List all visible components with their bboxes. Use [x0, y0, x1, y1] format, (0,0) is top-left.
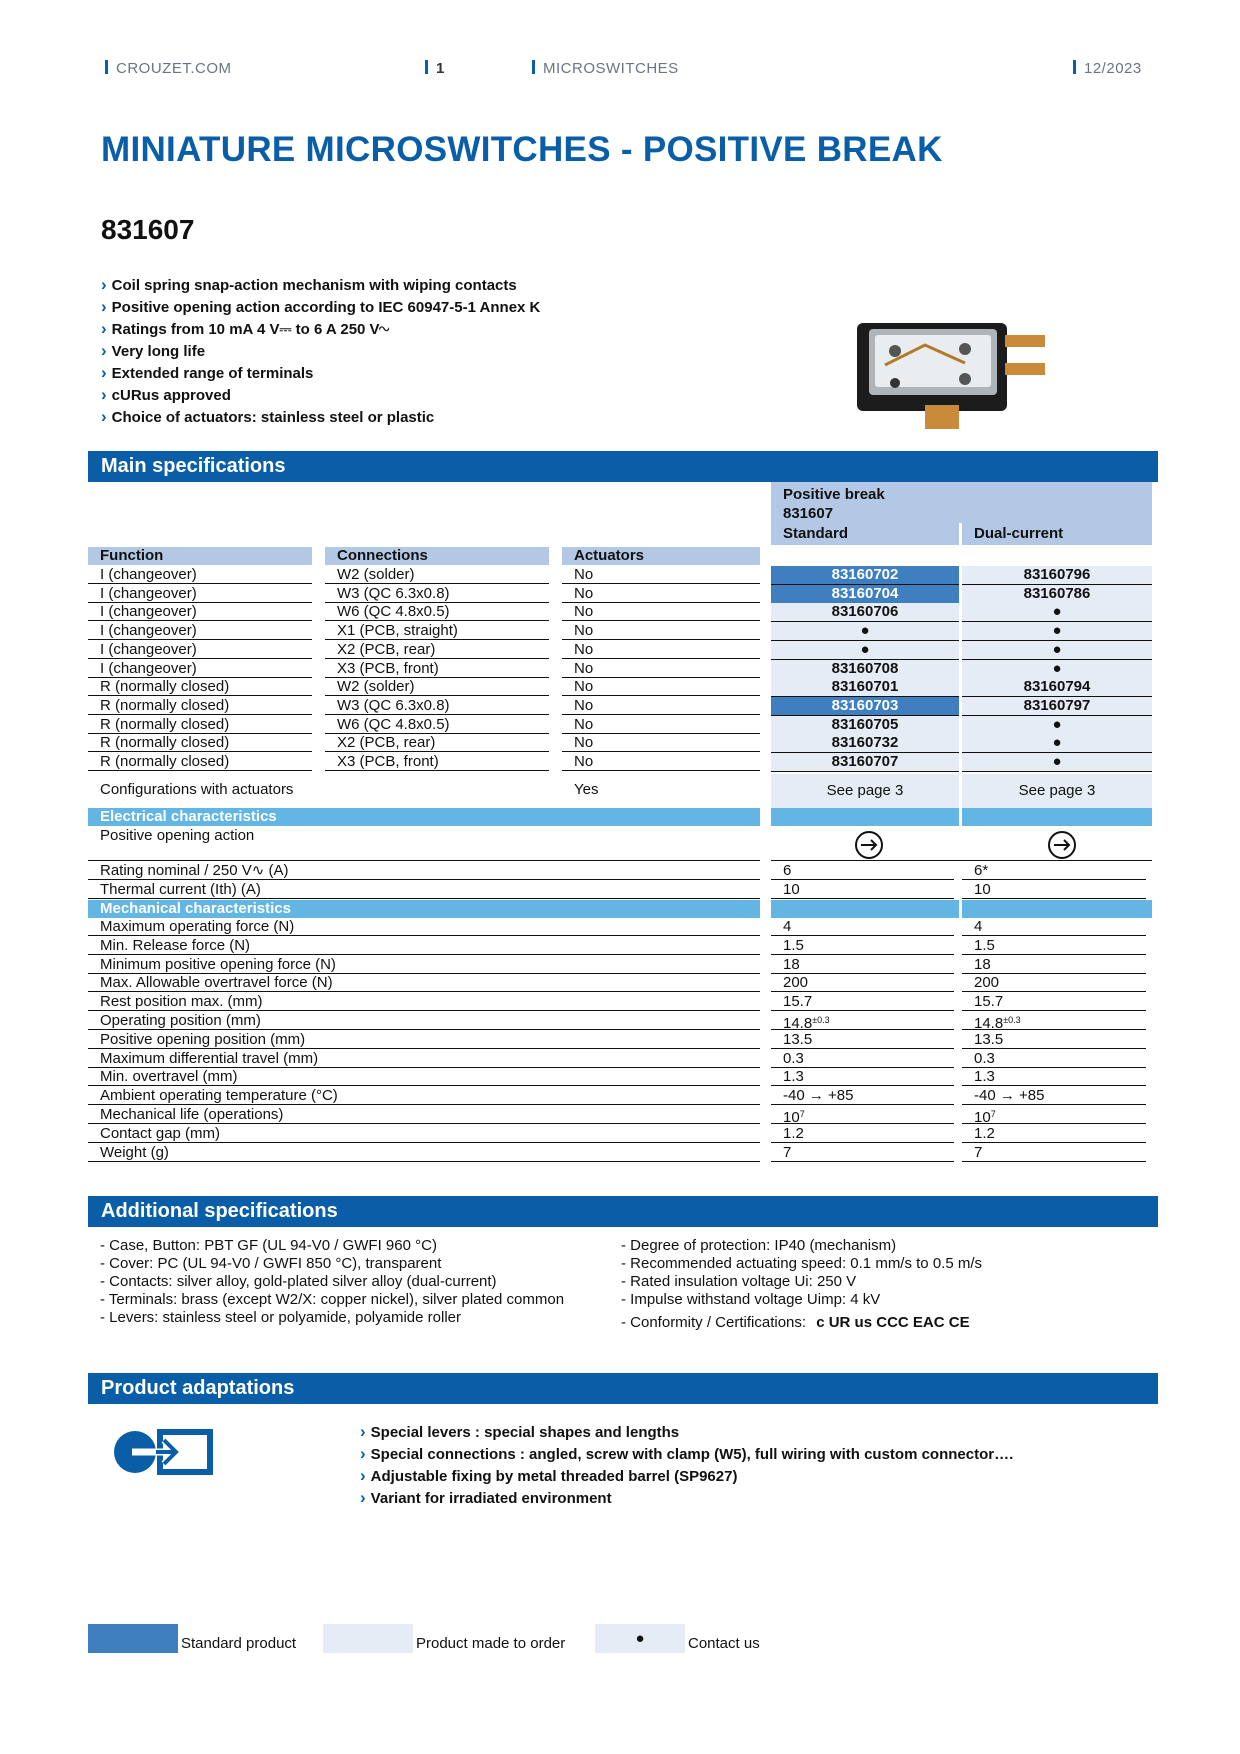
standard-ref-cell[interactable]: 83160706 [771, 603, 959, 622]
spec-value-text: -40 → +85 [974, 1087, 1045, 1105]
spec-value-standard [771, 956, 954, 974]
spec-value-dual [962, 1125, 1146, 1143]
header-site[interactable] [105, 60, 232, 77]
col-dual: Dual-current [962, 523, 1152, 545]
spec-value-text: 15.7 [783, 993, 813, 1011]
spec-value-text: 4 [783, 918, 792, 935]
actuators-cell: No [562, 622, 760, 640]
standard-ref-cell[interactable]: 83160703 [771, 697, 959, 716]
adaptations-title: Product adaptations [101, 1377, 295, 1399]
positive-opening-icon [854, 830, 884, 860]
spec-value-standard [771, 937, 954, 955]
dual-ref-cell[interactable]: ● [962, 660, 1152, 679]
legend-standard-swatch [88, 1624, 178, 1653]
spec-label: Min. Release force (N) [88, 937, 760, 955]
header-section-text: MICROSWITCHES [543, 60, 679, 77]
actuators-cell: No [562, 585, 760, 603]
additional-item: - Case, Button: PBT GF (UL 94-V0 / GWFI 960 °C) [100, 1237, 437, 1254]
config-value: Yes [574, 781, 599, 798]
actuators-cell: No [562, 716, 760, 734]
actuators-cell: No [562, 734, 760, 752]
standard-ref-cell[interactable]: 83160705 [771, 716, 959, 735]
spec-value-text: 10 [783, 880, 800, 898]
spec-value-standard [771, 862, 954, 880]
legend-dot-swatch: ● [595, 1624, 685, 1653]
microswitch-product-image [855, 305, 1055, 435]
spec-value-dual [962, 1144, 1146, 1162]
group-header-label: Positive break [783, 486, 885, 503]
spec-value-standard [771, 1144, 954, 1162]
conformity-line [621, 1314, 970, 1332]
spec-value-text: 6* [974, 862, 989, 879]
positive-opening-icon [1047, 830, 1077, 860]
additional-item: - Degree of protection: IP40 (mechanism) [621, 1237, 897, 1254]
spec-value-text: 6 [783, 862, 792, 879]
standard-ref-cell[interactable]: ● [771, 622, 959, 641]
spec-value-text: 10 [974, 880, 991, 898]
spec-value-text: -40 → +85 [783, 1087, 854, 1105]
spec-value-dual [962, 1050, 1146, 1068]
legend-standard-label: Standard product [181, 1635, 297, 1652]
function-cell: I (changeover) [88, 585, 312, 603]
col-function: Function [88, 547, 312, 565]
connection-cell: W6 (QC 4.8x0.5) [325, 603, 549, 621]
header-site-text: CROUZET.COM [116, 60, 232, 77]
additional-item: - Recommended actuating speed: 0.1 mm/s to 0.5 m/s [621, 1255, 983, 1272]
adaptation-item: › Special levers : special shapes and lengths [360, 1421, 1013, 1443]
spec-label: Rest position max. (mm) [88, 993, 760, 1011]
spec-label: Maximum operating force (N) [88, 918, 760, 936]
dual-ref-cell[interactable]: ● [962, 622, 1152, 641]
spec-value-text: 1.5 [974, 936, 995, 954]
additional-item: - Levers: stainless steel or polyamide, polyamide roller [100, 1309, 461, 1326]
spec-value-text: 4 [974, 918, 983, 935]
additional-specs-title: Additional specifications [101, 1200, 338, 1222]
function-cell: R (normally closed) [88, 734, 312, 752]
dual-ref-cell[interactable]: 83160796 [962, 566, 1152, 585]
additional-item: - Contacts: silver alloy, gold-plated silver alloy (dual-current) [100, 1273, 497, 1290]
group-header [771, 482, 1152, 523]
dual-ref-cell[interactable]: ● [962, 716, 1152, 735]
mechanical-band-std [771, 900, 959, 918]
function-cell: R (normally closed) [88, 697, 312, 715]
additional-item: - Rated insulation voltage Ui: 250 V [621, 1273, 857, 1290]
spec-label: Contact gap (mm) [88, 1125, 760, 1143]
connection-cell: X1 (PCB, straight) [325, 622, 549, 640]
additional-specs-header [88, 1196, 1158, 1227]
spec-value-text: 1.5 [783, 936, 804, 954]
connection-cell: W2 (solder) [325, 566, 549, 584]
feature-item: › cURus approved [101, 384, 540, 406]
spec-value-sup: 7 [799, 1109, 805, 1119]
dual-ref-cell[interactable]: ● [962, 753, 1152, 772]
adaptation-list [360, 1421, 1013, 1509]
feature-item: › Choice of actuators: stainless steel or plastic [101, 406, 540, 428]
additional-right [621, 1237, 982, 1309]
spec-value-standard [771, 1050, 954, 1068]
actuators-cell: No [562, 678, 760, 696]
spec-value-sup: ±0.3 [1003, 1015, 1021, 1025]
additional-left [100, 1237, 564, 1327]
spec-value-text: 1.3 [974, 1068, 995, 1086]
adaptation-item: › Special connections : angled, screw with clamp (W5), full wiring with custom connector…. [360, 1443, 1013, 1465]
feature-item: › Ratings from 10 mA 4 V⎓ to 6 A 250 V∿ [101, 318, 540, 340]
standard-ref-cell[interactable]: 83160732 [771, 734, 959, 753]
spec-value-standard [771, 918, 954, 936]
standard-ref-cell[interactable]: 83160704 [771, 585, 959, 604]
config-label: Configurations with actuators [100, 781, 294, 798]
legend-order-swatch [323, 1624, 413, 1653]
spec-value-standard [771, 1012, 954, 1030]
spec-value-dual [962, 1068, 1146, 1086]
spec-value-text: 14.8 [783, 1015, 813, 1032]
spec-label: Operating position (mm) [88, 1012, 760, 1030]
dual-ref-cell[interactable]: ● [962, 734, 1152, 753]
dual-ref-cell[interactable]: ● [962, 603, 1152, 622]
spec-value-dual [962, 1087, 1146, 1105]
spec-value-text: 0.3 [783, 1049, 804, 1067]
connection-cell: W6 (QC 4.8x0.5) [325, 716, 549, 734]
function-cell: I (changeover) [88, 641, 312, 659]
dual-ref-cell[interactable]: 83160794 [962, 678, 1152, 697]
spec-value-standard [771, 1125, 954, 1143]
actuators-cell: No [562, 641, 760, 659]
function-cell: I (changeover) [88, 622, 312, 640]
positive-opening-line [88, 844, 760, 861]
function-cell: R (normally closed) [88, 678, 312, 696]
col-actuators: Actuators [562, 547, 760, 565]
spec-value-dual [962, 881, 1146, 899]
dual-ref-cell[interactable]: 83160786 [962, 585, 1152, 604]
connection-cell: X3 (PCB, front) [325, 660, 549, 678]
main-specs-title: Main specifications [101, 455, 286, 477]
spec-value-standard [771, 1087, 954, 1105]
spec-value-text: 0.3 [974, 1049, 995, 1067]
spec-value-dual [962, 862, 1146, 880]
product-reference: 831607 [101, 214, 195, 245]
spec-value-text: 200 [783, 974, 809, 992]
adaptation-item: › Adjustable fixing by metal threaded barrel (SP9627) [360, 1465, 1013, 1487]
function-cell: I (changeover) [88, 566, 312, 584]
certification-marks: c UR us CCC EAC CE [816, 1314, 970, 1331]
header-date-text: 12/2023 [1084, 60, 1142, 77]
electrical-band-std [771, 808, 959, 826]
positive-opening-symbols [771, 830, 1152, 861]
spec-label: Minimum positive opening force (N) [88, 956, 760, 974]
standard-ref-cell[interactable]: 83160707 [771, 753, 959, 772]
spec-value-text: 14.8 [974, 1015, 1004, 1032]
spec-value-dual [962, 1031, 1146, 1049]
feature-item: › Extended range of terminals [101, 362, 540, 384]
spec-value-text: 13.5 [783, 1030, 813, 1048]
spec-value-text: 13.5 [974, 1030, 1004, 1048]
config-standard-link[interactable]: See page 3 [771, 774, 959, 808]
spec-value-dual [962, 918, 1146, 936]
spec-value-text: 15.7 [974, 993, 1004, 1011]
spec-value-dual [962, 974, 1146, 992]
spec-label: Ambient operating temperature (°C) [88, 1087, 760, 1105]
dual-ref-cell[interactable]: 83160797 [962, 697, 1152, 716]
spec-value-dual [962, 1012, 1146, 1030]
spec-value-standard [771, 1068, 954, 1086]
spec-value-text: 1.2 [974, 1124, 995, 1142]
actuators-cell: No [562, 697, 760, 715]
spec-value-text: 1.2 [783, 1124, 804, 1142]
spec-label: Maximum differential travel (mm) [88, 1050, 760, 1068]
spec-label: Mechanical life (operations) [88, 1106, 760, 1124]
additional-item: - Terminals: brass (except W2/X: copper nickel), silver plated common [100, 1291, 565, 1308]
spec-value-text: 10 [783, 1109, 800, 1126]
spec-value-standard [771, 993, 954, 1011]
spec-value-dual [962, 1106, 1146, 1124]
connection-cell: X3 (PCB, front) [325, 753, 549, 771]
standard-ref-cell[interactable]: 83160702 [771, 566, 959, 585]
additional-item: - Impulse withstand voltage Uimp: 4 kV [621, 1291, 881, 1308]
mechanical-band: Mechanical characteristics [88, 900, 760, 918]
page-title: MINIATURE MICROSWITCHES - POSITIVE BREAK [101, 130, 943, 169]
feature-item: › Positive opening action according to IEC 60947-5-1 Annex K [101, 296, 540, 318]
standard-ref-cell[interactable]: 83160701 [771, 678, 959, 697]
col-connections: Connections [325, 547, 549, 565]
header-page [425, 60, 445, 77]
spec-label: Max. Allowable overtravel force (N) [88, 974, 760, 992]
conformity-label: - Conformity / Certifications: [621, 1314, 807, 1331]
spec-value-standard [771, 881, 954, 899]
spec-label: Min. overtravel (mm) [88, 1068, 760, 1086]
spec-value-standard [771, 1106, 954, 1124]
adaptations-header [88, 1373, 1158, 1404]
spec-value-sup: ±0.3 [812, 1015, 830, 1025]
positive-opening-label: Positive opening action [100, 827, 255, 844]
function-cell: R (normally closed) [88, 753, 312, 771]
electrical-band-dual [962, 808, 1152, 826]
actuators-cell: No [562, 603, 760, 621]
additional-item: - Cover: PC (UL 94-V0 / GWFI 850 °C), transparent [100, 1255, 442, 1272]
spec-value-text: 200 [974, 974, 1000, 992]
spec-value-sup: 7 [990, 1109, 996, 1119]
spec-value-text: 10 [974, 1109, 991, 1126]
actuators-cell: No [562, 660, 760, 678]
spec-label: Thermal current (Ith) (A) [88, 881, 760, 899]
spec-value-standard [771, 1031, 954, 1049]
standard-ref-cell[interactable]: ● [771, 641, 959, 660]
spec-value-text: 1.3 [783, 1068, 804, 1086]
header-page-text: 1 [436, 60, 445, 77]
function-cell: R (normally closed) [88, 716, 312, 734]
actuators-cell: No [562, 753, 760, 771]
config-dual-link[interactable]: See page 3 [962, 774, 1152, 808]
header-date [1073, 60, 1142, 77]
legend-order-label: Product made to order [416, 1635, 566, 1652]
adaptation-item: › Variant for irradiated environment [360, 1487, 1013, 1509]
feature-item: › Coil spring snap-action mechanism with wiping contacts [101, 274, 540, 296]
connection-cell: W2 (solder) [325, 678, 549, 696]
main-specs-header [88, 451, 1158, 482]
spec-label: Weight (g) [88, 1144, 760, 1162]
connection-cell: W3 (QC 6.3x0.8) [325, 585, 549, 603]
function-cell: I (changeover) [88, 660, 312, 678]
spec-value-dual [962, 993, 1146, 1011]
group-header-ref: 831607 [783, 505, 834, 522]
dual-ref-cell[interactable]: ● [962, 641, 1152, 660]
feature-item: › Very long life [101, 340, 540, 362]
spec-value-standard [771, 974, 954, 992]
spec-value-dual [962, 956, 1146, 974]
legend-contact-label: Contact us [688, 1635, 760, 1652]
connection-cell: X2 (PCB, rear) [325, 734, 549, 752]
standard-ref-cell[interactable]: 83160708 [771, 660, 959, 679]
spec-value-text: 18 [974, 955, 991, 973]
col-standard: Standard [771, 523, 959, 545]
connection-cell: W3 (QC 6.3x0.8) [325, 697, 549, 715]
actuators-cell: No [562, 566, 760, 584]
spec-value-text: 7 [783, 1143, 792, 1161]
spec-label: Rating nominal / 250 V∿ (A) [88, 862, 760, 880]
function-cell: I (changeover) [88, 603, 312, 621]
header-section [532, 60, 679, 77]
connection-cell: X2 (PCB, rear) [325, 641, 549, 659]
feature-list [101, 274, 540, 428]
adaptation-icon [110, 1427, 215, 1477]
spec-value-text: 7 [974, 1143, 983, 1161]
electrical-band: Electrical characteristics [88, 808, 760, 826]
spec-value-dual [962, 937, 1146, 955]
spec-label: Positive opening position (mm) [88, 1031, 760, 1049]
spec-value-text: 18 [783, 955, 800, 973]
mechanical-band-dual [962, 900, 1152, 918]
